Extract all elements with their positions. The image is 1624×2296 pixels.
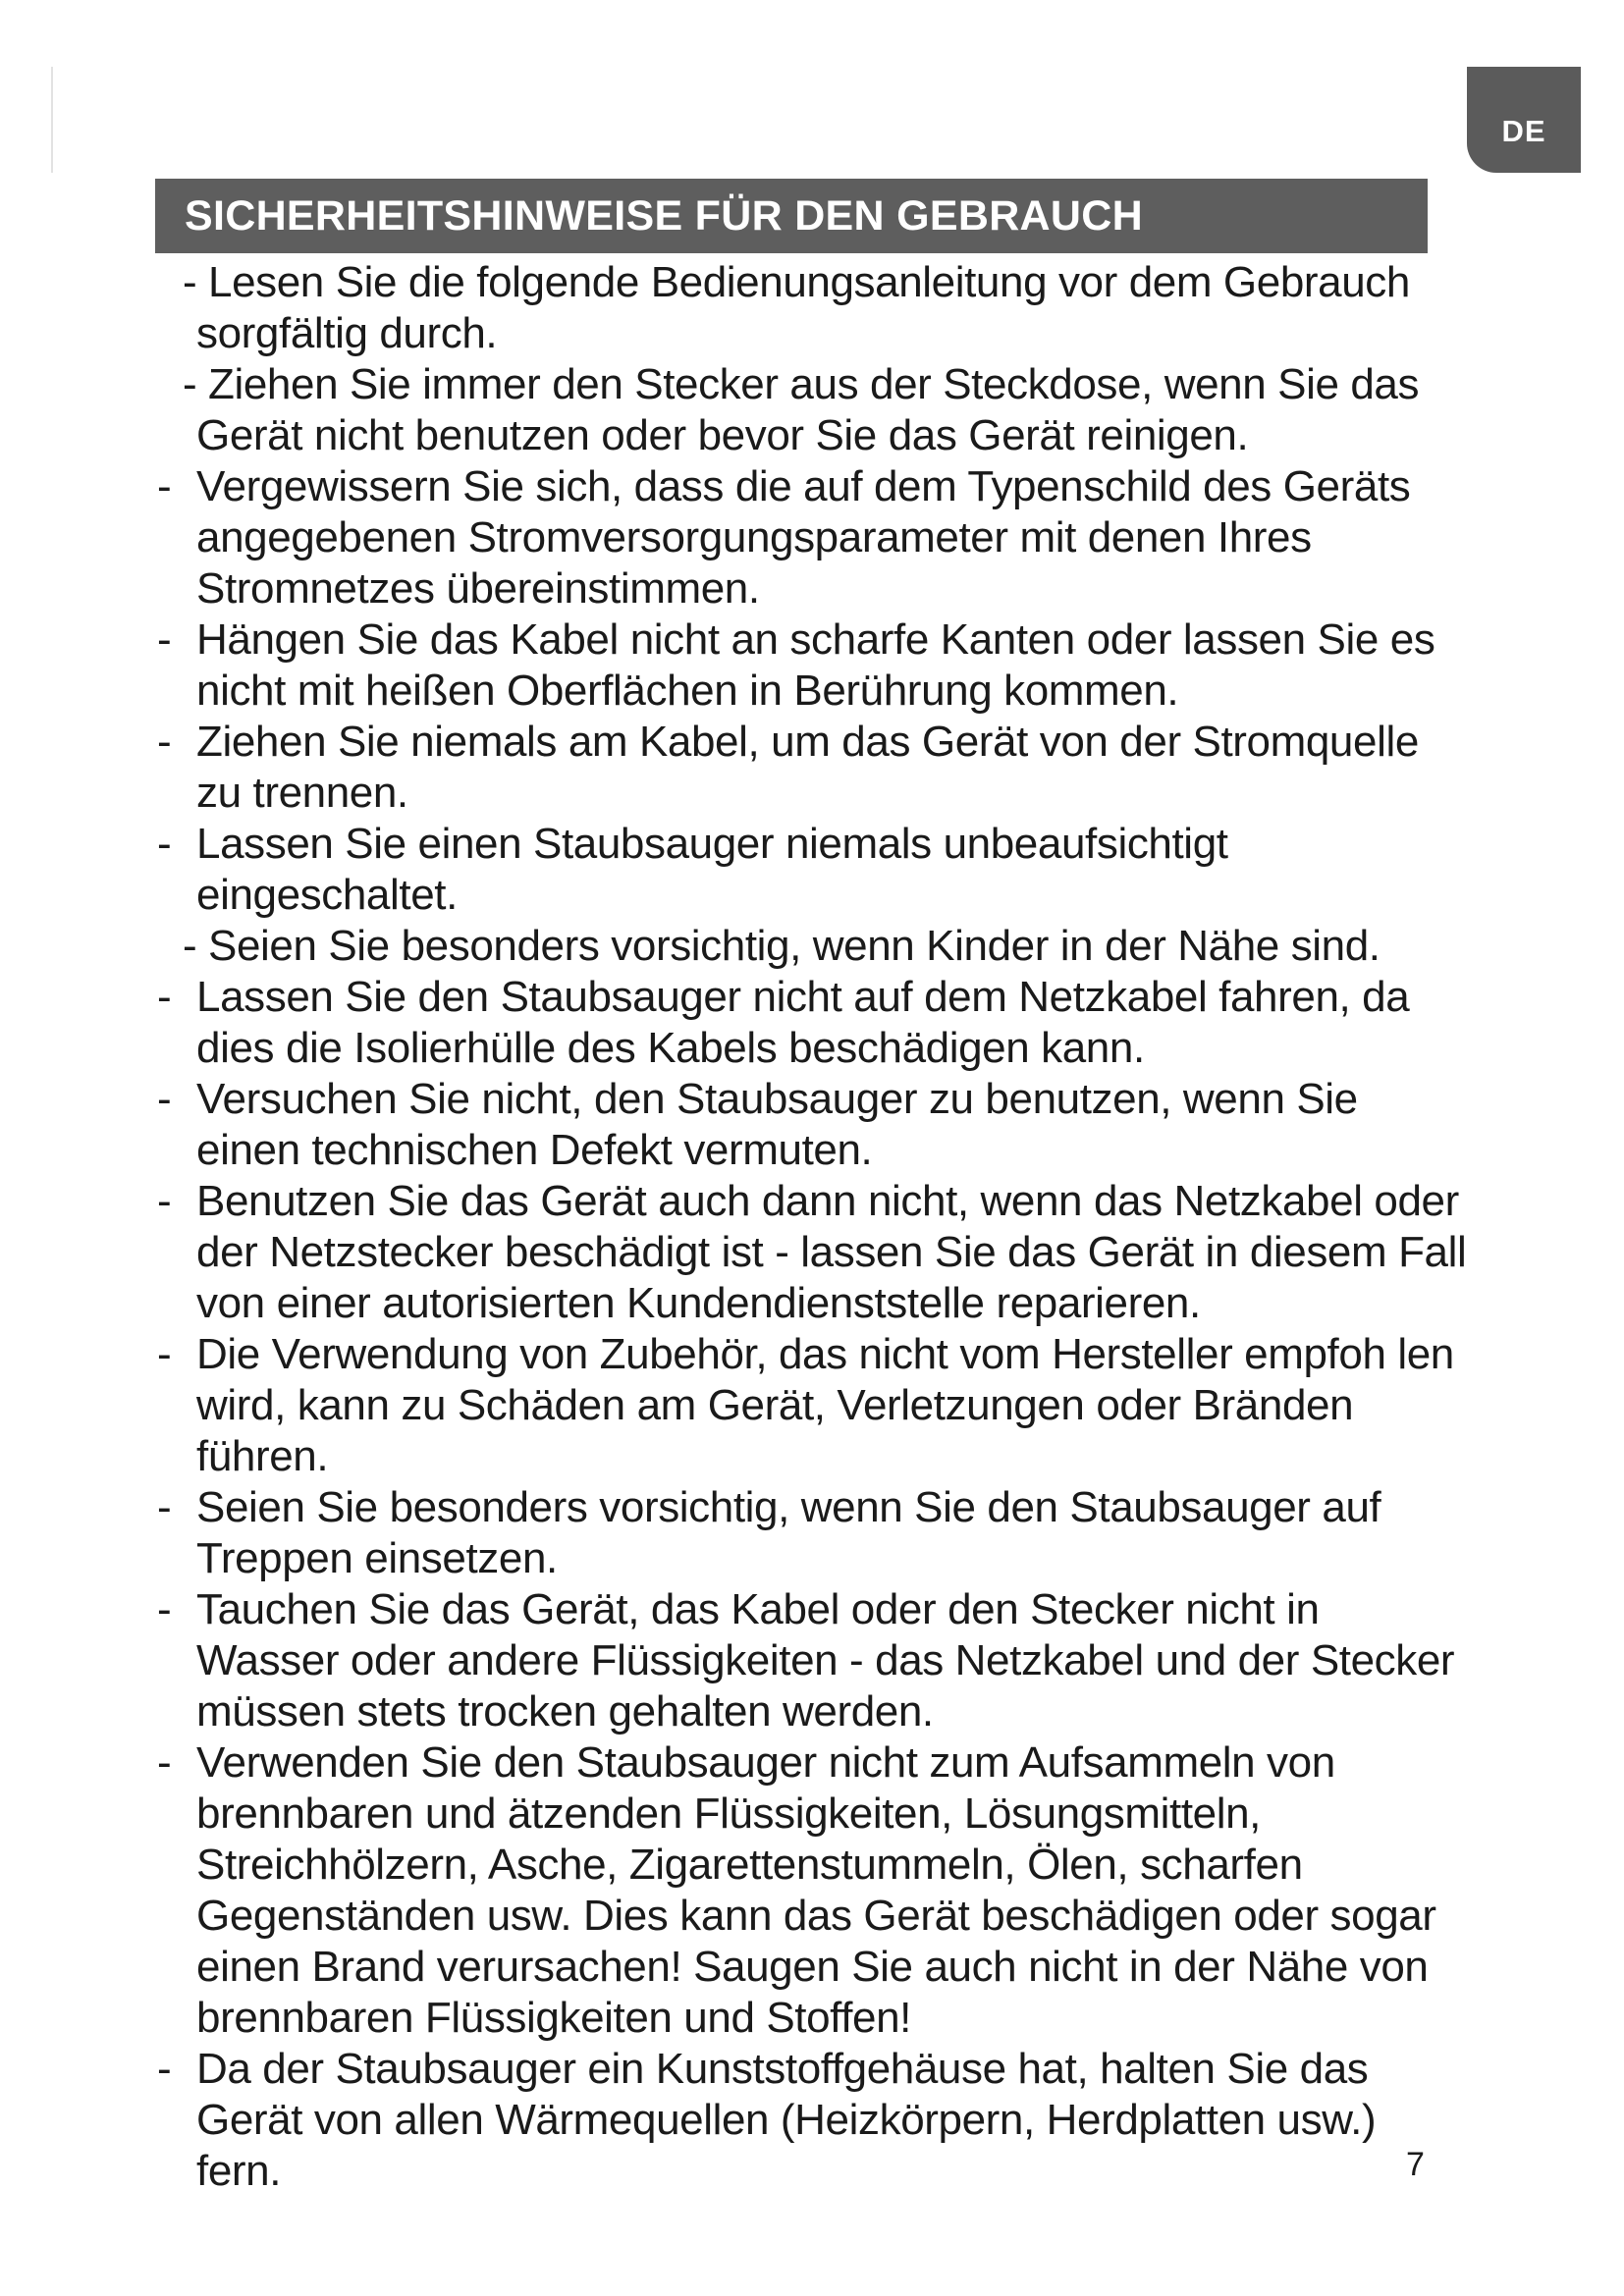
page-number: 7: [1406, 2146, 1425, 2183]
list-item: [155, 921, 1471, 972]
list-dash: -: [183, 922, 197, 970]
list-item: [155, 257, 1471, 359]
list-item: [155, 359, 1471, 461]
list-item: [155, 614, 1471, 717]
list-item: [155, 1176, 1471, 1329]
list-dash: -: [157, 615, 172, 664]
list-item: [155, 1074, 1471, 1176]
list-dash: -: [157, 1177, 172, 1225]
list-item-text: Lesen Sie die folgende Bedienungsanleitung vor dem Gebrauch sorgfältig durch.: [196, 258, 1410, 357]
list-item-text: Die Verwendung von Zubehör, das nicht vom Hersteller empfoh len wird, kann zu Schäden am Gerät, Verletzungen oder Bränden führen.: [196, 1330, 1454, 1480]
list-item-text: Lassen Sie den Staubsauger nicht auf dem Netzkabel fahren, da dies die Isolierhülle des Kabels beschädigen kann.: [196, 973, 1410, 1072]
list-item-text: Seien Sie besonders vorsichtig, wenn Sie den Staubsauger auf Treppen einsetzen.: [196, 1483, 1381, 1582]
margin-rule: [51, 67, 53, 173]
list-dash: -: [157, 820, 172, 868]
list-item: [155, 819, 1471, 921]
list-item-text: Da der Staubsauger ein Kunststoffgehäuse hat, halten Sie das Gerät von allen Wärmequellen (Heizkörpern, Herdplatten usw.) fern.: [196, 2045, 1377, 2195]
list-dash: -: [157, 1483, 172, 1531]
list-item: [155, 1482, 1471, 1584]
list-item: [155, 972, 1471, 1074]
list-item: [155, 2044, 1471, 2197]
section-title: SICHERHEITSHINWEISE FÜR DEN GEBRAUCH: [155, 179, 1428, 253]
list-item-text: Versuchen Sie nicht, den Staubsauger zu benutzen, wenn Sie einen technischen Defekt vermuten.: [196, 1075, 1358, 1174]
list-item: [155, 461, 1471, 614]
safety-instructions-list: [155, 257, 1471, 2197]
list-item-text: Verwenden Sie den Staubsauger nicht zum Aufsammeln von brennbaren und ätzenden Flüssigkeiten, Lösungsmitteln, Streichhölzern, Asche, Zigarettenstummeln, Ölen, scharfen Gegenständen usw. Dies kann das Gerät beschädigen oder sogar einen Brand verursachen! Saugen Sie auch nicht in der Nähe von brennbaren Flüssigkeiten und Stoffen!: [196, 1738, 1436, 2042]
list-item: [155, 1329, 1471, 1482]
list-item-text: Lassen Sie einen Staubsauger niemals unbeaufsichtigt eingeschaltet.: [196, 820, 1228, 919]
list-dash: -: [157, 1585, 172, 1633]
list-item-text: Seien Sie besonders vorsichtig, wenn Kinder in der Nähe sind.: [208, 922, 1380, 970]
list-dash: -: [157, 718, 172, 766]
list-item-text: Vergewissern Sie sich, dass die auf dem Typenschild des Geräts angegebenen Stromversorgungsparameter mit denen Ihres Stromnetzes übereinstimmen.: [196, 462, 1411, 613]
list-item: [155, 1737, 1471, 2044]
list-item: [155, 1584, 1471, 1737]
list-dash: -: [157, 462, 172, 510]
list-item-text: Ziehen Sie niemals am Kabel, um das Gerät von der Stromquelle zu trennen.: [196, 718, 1419, 817]
list-dash: -: [157, 1075, 172, 1123]
list-dash: -: [157, 2045, 172, 2093]
list-dash: -: [157, 1330, 172, 1378]
language-tab: DE: [1467, 67, 1581, 173]
list-item-text: Tauchen Sie das Gerät, das Kabel oder den Stecker nicht in Wasser oder andere Flüssigkeiten - das Netzkabel und der Stecker müssen stets trocken gehalten werden.: [196, 1585, 1455, 1735]
list-dash: -: [183, 258, 197, 306]
list-item-text: Hängen Sie das Kabel nicht an scharfe Kanten oder lassen Sie es nicht mit heißen Oberflächen in Berührung kommen.: [196, 615, 1435, 715]
list-item-text: Ziehen Sie immer den Stecker aus der Steckdose, wenn Sie das Gerät nicht benutzen oder bevor Sie das Gerät reinigen.: [196, 360, 1420, 459]
list-item-text: Benutzen Sie das Gerät auch dann nicht, wenn das Netzkabel oder der Netzstecker beschädigt ist - lassen Sie das Gerät in diesem Fall von einer autorisierten Kundendienststelle reparieren.: [196, 1177, 1467, 1327]
list-item: [155, 717, 1471, 819]
list-dash: -: [157, 1738, 172, 1787]
list-dash: -: [183, 360, 197, 408]
list-dash: -: [157, 973, 172, 1021]
